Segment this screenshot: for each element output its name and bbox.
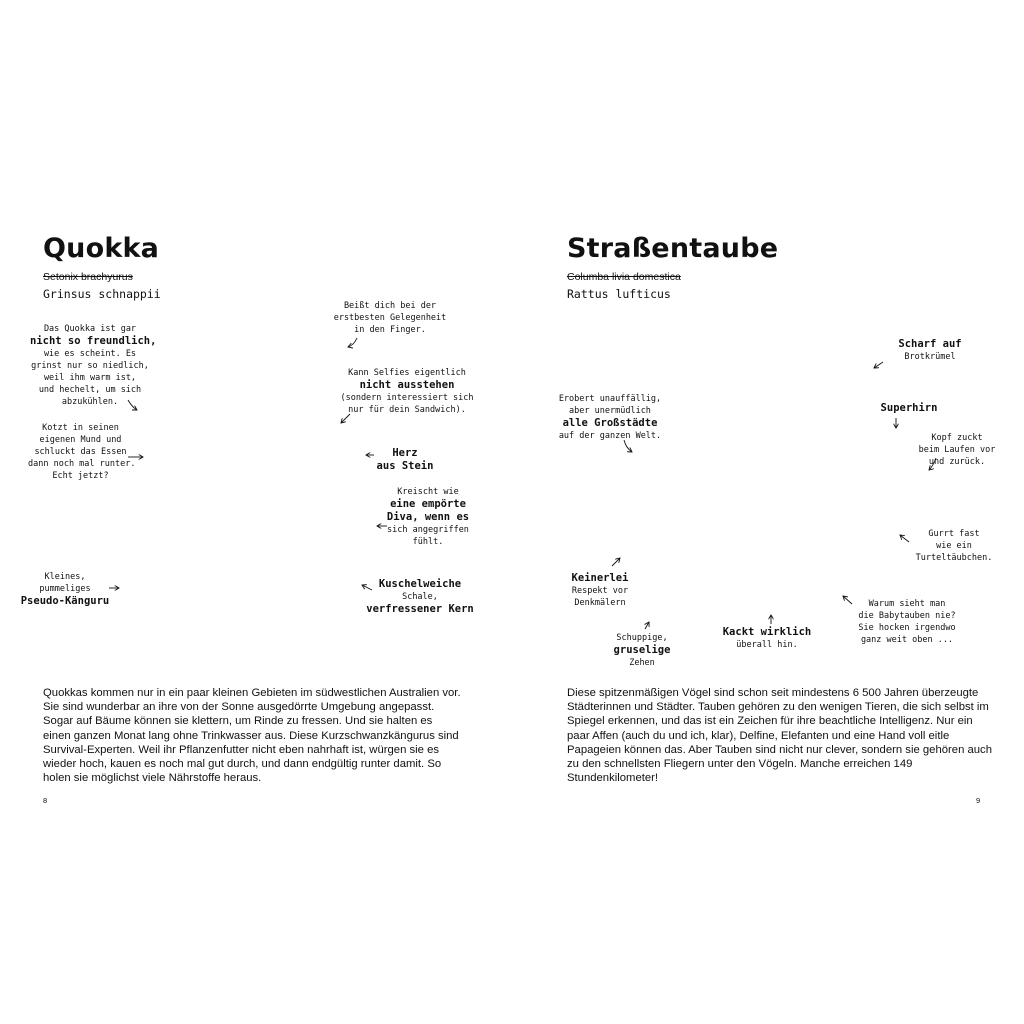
note-diva: Kreischt wie eine empörte Diva, wenn es sich angegriffen fühlt.	[386, 487, 470, 547]
page-number: 9	[976, 796, 981, 805]
page-number: 8	[43, 796, 48, 805]
note-erobert: Erobert unauffällig, aber unermüdlich alle Großstädte auf der ganzen Welt.	[558, 394, 662, 441]
note-baby: Warum sieht man die Babytauben nie? Sie hocken irgendwo ganz weit oben ...	[858, 599, 956, 645]
note-superhirn: Superhirn	[880, 402, 938, 414]
body-text: Diese spitzenmäßigen Vögel sind schon seit mindestens 6 500 Jahren überzeugte Städterinnen und Städter. Tauben gehören zu den wenigen Tieren, die sich selbst im Spiegel erkennen, und das ist ein Zeichen für ihre beachtliche Intelligenz. Nur ein paar Affen (auch du und ich, klar), Delfine, Elefanten und eine Hand voll eitle Papageien können das. Aber Tauben sind nicht nur clever, sondern sie gehören auch zu den schnellsten Fliegern unter den Vögeln. Manche erreichen 149 Stundenkilometer!	[567, 687, 992, 785]
note-schuppig: Schuppige, gruselige Zehen	[613, 633, 671, 668]
note-scharf: Scharf auf Brotkrümel	[898, 338, 962, 362]
note-herz: Herz aus Stein	[376, 447, 434, 472]
note-selfies: Kann Selfies eigentlich nicht ausstehen (sondern interessiert sich nur für dein Sandwich).	[340, 368, 474, 415]
latin-name: Setonix brachyurus	[43, 271, 133, 283]
note-kopf: Kopf zuckt beim Laufen vor und zurück.	[918, 433, 996, 467]
note-kackt: Kackt wirklich überall hin.	[722, 626, 812, 650]
body-text: Quokkas kommen nur in ein paar kleinen Gebieten im südwestlichen Australien vor. Sie sind wunderbar an ihre von der Sonne ausgedörrte Umgebung angepasst. Sogar auf Bäume können sie klettern, um Rinde zu fressen. Und sie halten es einen ganzen Monat lang ohne Trinkwasser aus. Diese Kurzschwanzkängurus sind Survival-Experten. Weil ihr Pflanzenfutter nicht eben nahrhaft ist, würgen sie es wieder hoch, kauen es noch mal gut durch, und dann endgültig runter damit. So holen sie möglichst viele Nährstoffe heraus.	[43, 687, 461, 785]
note-kotzt: Kotzt in seinen eigenen Mund und schluckt das Essen dann noch mal runter. Echt jetzt?	[28, 423, 136, 481]
note-friendly: Das Quokka ist gar nicht so freundlich, wie es scheint. Es grinst nur so niedlich, weil ihm warm ist, und hechelt, um sich abzukühlen.	[30, 324, 157, 407]
note-beisst: Beißt dich bei der erstbesten Gelegenheit in den Finger.	[333, 301, 447, 335]
latin-name: Columba livia domestica	[567, 271, 681, 283]
note-gurrt: Gurrt fast wie ein Turteltäubchen.	[915, 529, 993, 563]
fake-latin-name: Rattus lufticus	[567, 287, 671, 301]
right-page	[512, 0, 1024, 1024]
fake-latin-name: Grinsus schnappii	[43, 287, 161, 301]
note-kuschel: Kuschelweiche Schale, verfressener Kern	[366, 578, 474, 615]
note-respekt: Keinerlei Respekt vor Denkmälern	[571, 572, 629, 608]
page-title-strassentaube: Straßentaube	[567, 233, 779, 264]
page-title-quokka: Quokka	[43, 233, 160, 264]
note-kaenguru: Kleines, pummeliges Pseudo-Känguru	[20, 572, 110, 607]
